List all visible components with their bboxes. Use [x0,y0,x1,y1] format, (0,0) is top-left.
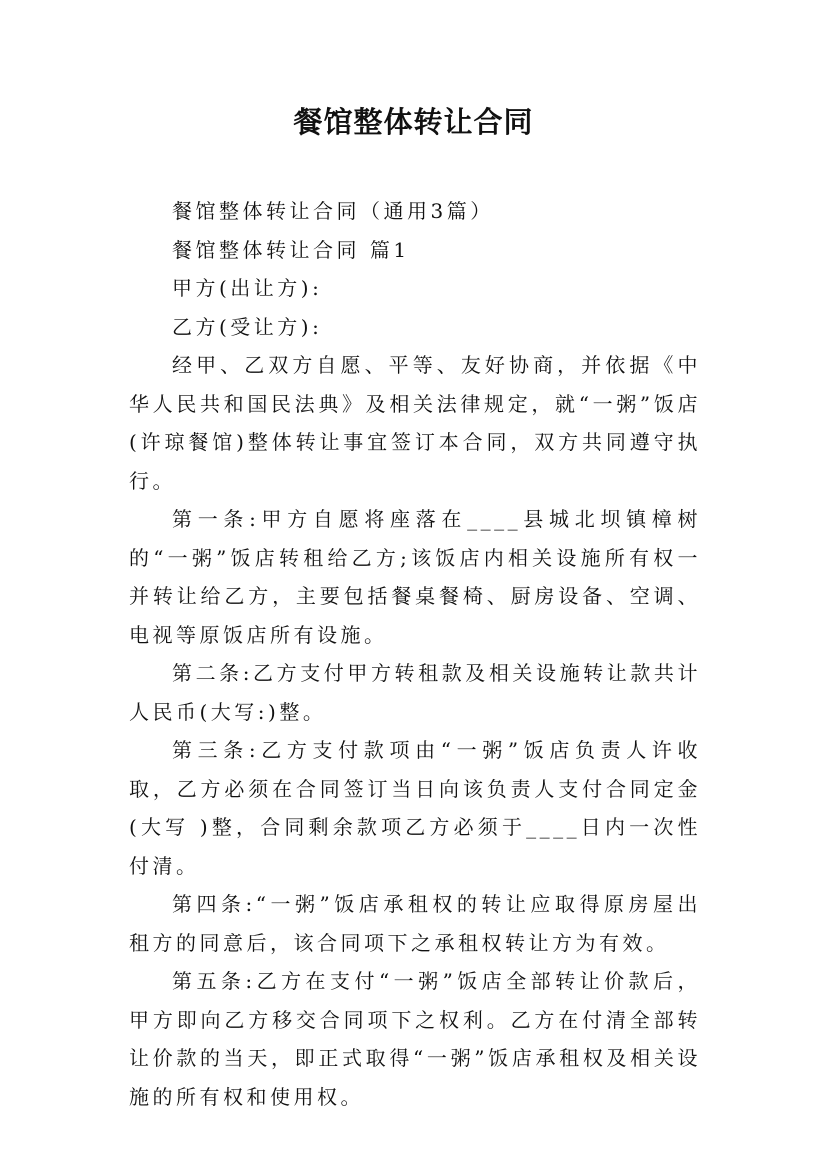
party-a-line: 甲方(出让方): [172,276,323,300]
article-3-paragraph: 第三条:乙方支付款项由“一粥”饭店负责人许收取，乙方必须在合同签订当日向该负责人支付合同定金 (大写 )整，合同剩余款项乙方必须于____日内一次性付清。 [129,738,701,878]
document-body [129,192,701,1116]
article-1-paragraph: 第一条:甲方自愿将座落在____县城北坝镇樟树的“一粥”饭店转租给乙方;该饭店内相关设施所有权一并转让给乙方，主要包括餐桌餐椅、厨房设备、空调、电视等原饭店所有设施。 [129,507,701,647]
section-heading: 餐馆整体转让合同 篇1 [172,237,410,262]
preamble-paragraph: 经甲、乙双方自愿、平等、友好协商，并依据《中华人民共和国民法典》及相关法律规定，就“一粥”饭店(许琼餐馆)整体转让事宜签订本合同，双方共同遵守执行。 [129,353,701,493]
party-b-line: 乙方(受让方): [172,314,323,339]
subtitle-paragraph: 餐馆整体转让合同（通用3篇） [172,199,494,223]
document-title: 餐馆整体转让合同 [293,105,534,139]
article-5-paragraph: 第五条:乙方在支付“一粥”饭店全部转让价款后，甲方即向乙方移交合同项下之权利。乙方在付清全部转让价款的当天，即正式取得“一粥”饭店承租权及相关设施的所有权和使用权。 [129,969,701,1109]
article-2-paragraph: 第二条:乙方支付甲方转租款及相关设施转让款共计人民币(大写:)整。 [129,661,701,724]
article-4-paragraph: 第四条:“一粥”饭店承租权的转让应取得原房屋出租方的同意后，该合同项下之承租权转让方为有效。 [129,892,701,955]
